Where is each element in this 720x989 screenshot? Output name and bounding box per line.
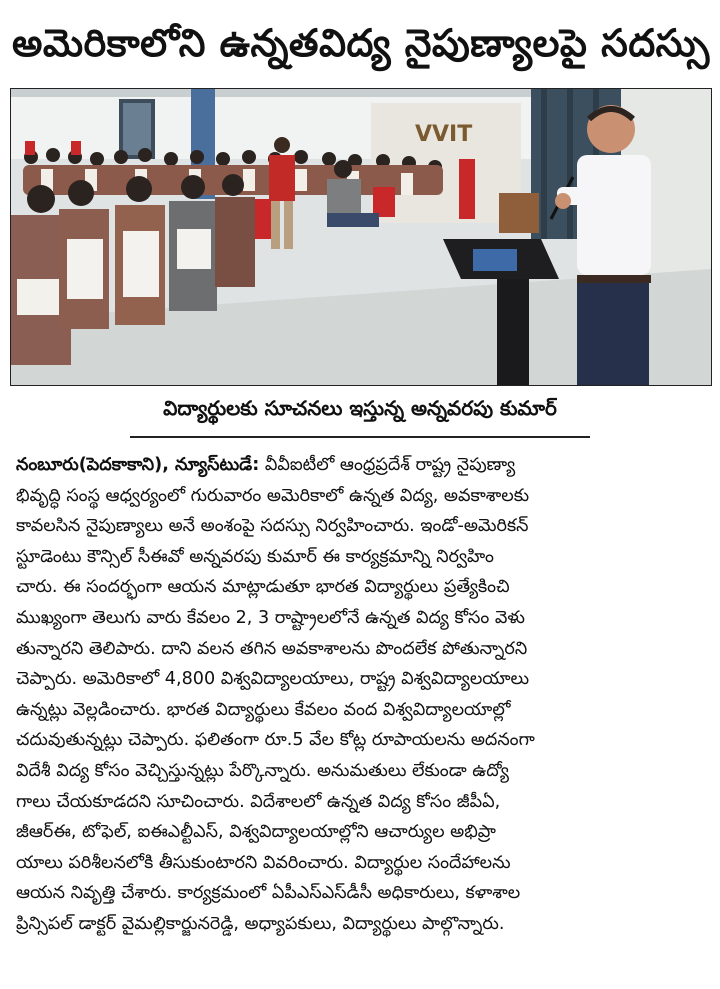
dateline: నంబూరు(పెదకాకాని), న్యూస్‌టుడే: [16,455,260,475]
article-line: తున్నారని తెలిపారు. దాని వలన తగిన అవకాశాలను పొందలేక పోతున్నారని [16,638,528,659]
article-line: నంబూరు(పెదకాకాని), న్యూస్‌టుడే: వీవీఐటీలో ఆంధ్రప్రదేశ్ రాష్ట్ర నైపుణ్యా [16,455,516,475]
news-photo [10,88,712,386]
article-line: చారు. ఈ సందర్భంగా ఆయన మాట్లాడుతూ భారత విద్యార్థులు ప్రత్యేకించి [16,577,510,598]
seminar-photo-illustration [11,89,711,385]
article-line: యాలు పరిశీలనలోకి తీసుకుంటారని వివరించారు. విద్యార్థుల సందేహాలను [16,852,511,873]
article-line: ముఖ్యంగా తెలుగు వారు కేవలం 2, 3 రాష్ట్రాలలోనే ఉన్నత విద్య కోసం వెళు [16,607,525,628]
standing-person [269,155,295,201]
caption-divider [130,436,590,438]
article-line: భివృద్ధి సంస్థ ఆధ్వర్యంలో గురువారం అమెరికాలో ఉన్నత విద్య, అవకాశాలకు [16,485,530,506]
article-line: గాలు చేయకూడదని సూచించారు. విదేశాలలో ఉన్నత విద్య కోసం జీపీఏ, [16,791,501,812]
article-line: చెప్పారు. అమెరికాలో 4,800 విశ్వవిద్యాలయాలు, రాష్ట్ర విశ్వవిద్యాలయాలు [16,669,530,690]
photo-caption: విద్యార్థులకు సూచనలు ఇస్తున్న అన్నవరపు కుమార్ [163,396,557,420]
headline: అమెరికాలోని ఉన్నతవిద్య నైపుణ్యాలపై సదస్సు [12,21,710,65]
banner-text: VVIT [415,122,473,147]
article-line: జీఆర్ఈ, టోఫెల్, ఐఈఎల్టీఎస్, విశ్వవిద్యాలయాల్లోని ఆచార్యుల అభిప్రా [16,822,496,843]
article-line: కావలసిన నైపుణ్యాలు అనే అంశంపై సదస్సు నిర్వహించారు. ఇండో-అమెరికన్ [16,516,529,537]
article-body [16,450,706,940]
article-line: ఉన్నట్లు వెల్లడించారు. భారత విద్యార్థులు కేవలం వంద విశ్వవిద్యాలయాల్లో [16,699,511,720]
article-line: విదేశీ విద్య కోసం వెచ్చిస్తున్నట్లు పేర్కొన్నారు. అనుమతులు లేకుండా ఉద్యో [16,760,509,781]
article-line: ప్రిన్సిపల్ డాక్టర్ వైమల్లికార్జునరెడ్డి, అధ్యాపకులు, విద్యార్థులు పాల్గొన్నారు. [16,913,505,934]
article-line: స్టూడెంటు కౌన్సిల్ సీఈవో అన్నవరపు కుమార్ ఈ కార్యక్రమాన్ని నిర్వహిం [16,546,494,567]
article-line: ఆయన నివృత్తి చేశారు. కార్యక్రమంలో ఏపీఎస్ఎస్‌డీసీ అధికారులు, కళాశాల [16,883,521,904]
article-line: చదువుతున్నట్లు చెప్పారు. ఫలితంగా రూ.5 వేల కోట్ల రూపాయలను అదనంగా [16,730,535,751]
